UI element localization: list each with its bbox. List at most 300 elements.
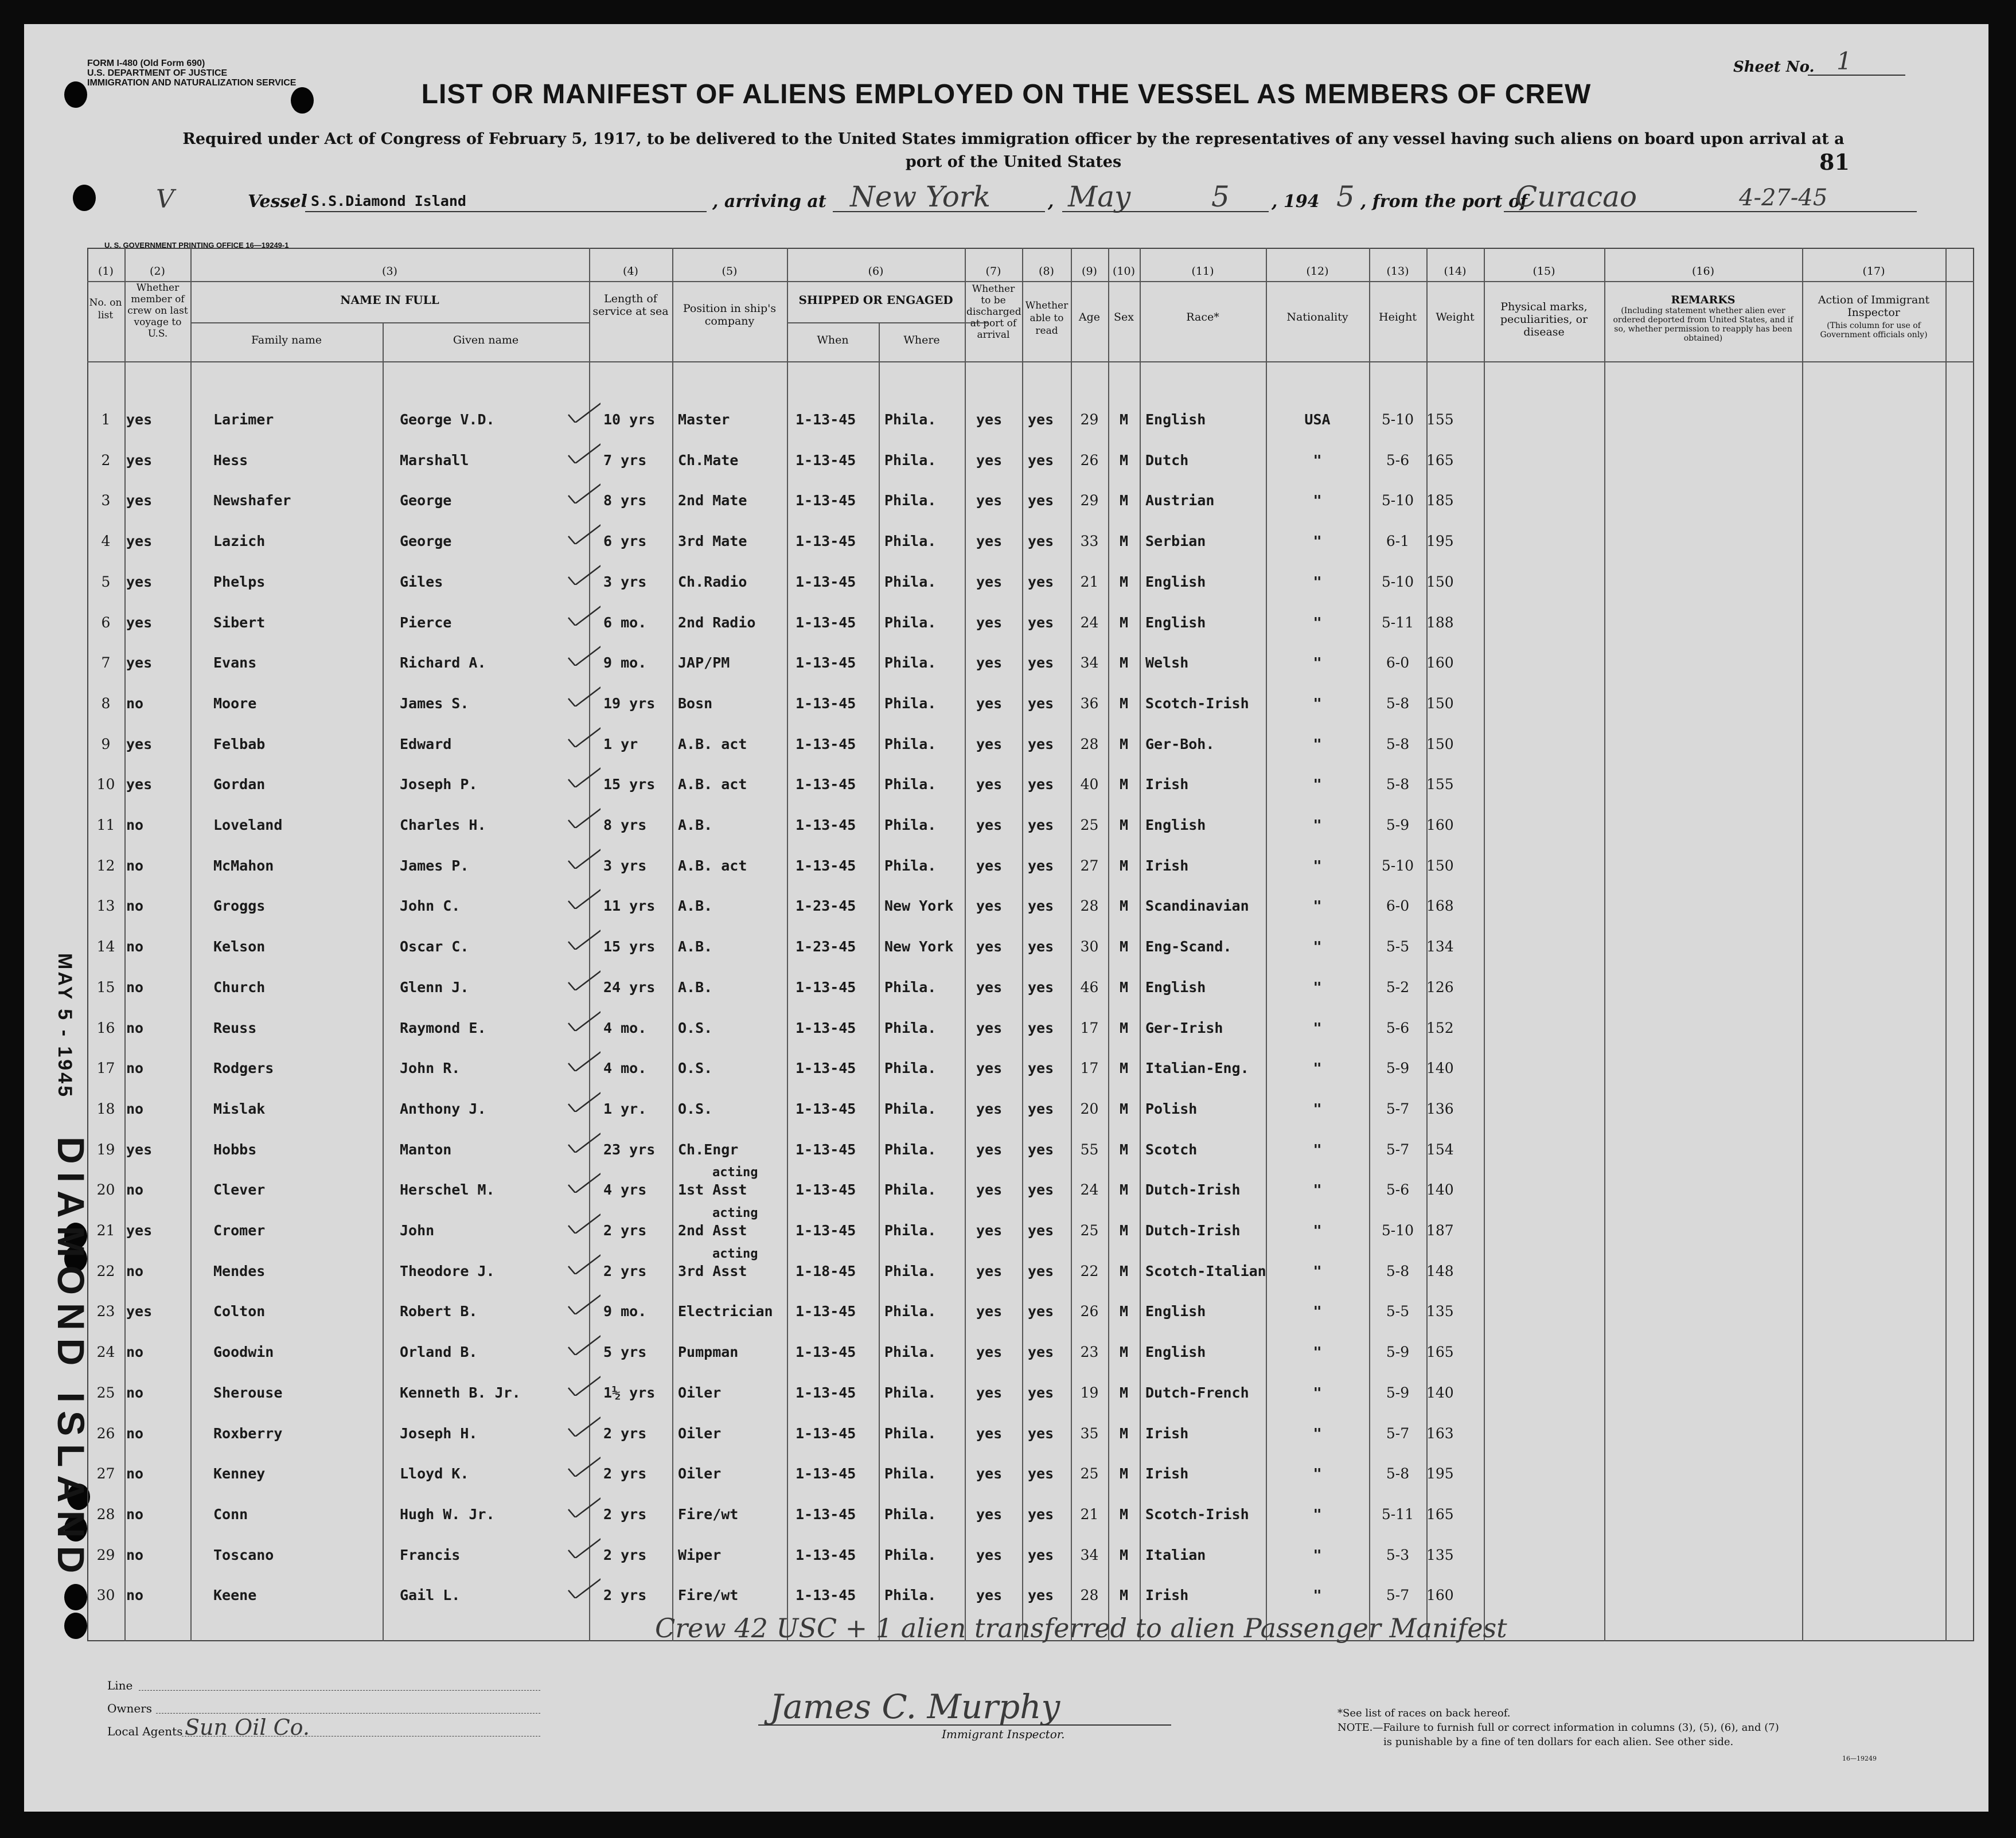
check-mark-icon [566,1371,600,1396]
cell-where: Phila. [884,614,937,631]
cell-age: 26 [1080,451,1099,469]
cell-last: yes [126,1141,153,1158]
cell-family: Cromer [213,1222,266,1239]
col-header: NAME IN FULL [340,293,439,307]
cell-read: yes [1028,1465,1054,1482]
cell-sex: M [1119,1505,1129,1523]
cell-race: Austrian [1145,492,1215,509]
cell-family: Larimer [213,411,274,428]
cell-weight: 165 [1426,1344,1454,1361]
cell-read: yes [1028,573,1054,590]
cell-weight: 195 [1426,1465,1454,1482]
cell-discharged: yes [976,492,1003,509]
cell-family: Moore [213,694,257,712]
table-row [24,805,1988,845]
cell-nationality: " [1313,735,1322,752]
cell-sex: M [1119,411,1129,428]
cell-age: 40 [1080,776,1099,793]
cell-position: A.B. act [678,776,747,793]
cell-height: 5-8 [1386,694,1410,712]
cell-no: 27 [96,1465,115,1482]
cell-race: English [1145,978,1206,996]
cell-race: Italian [1145,1546,1206,1563]
cell-no: 30 [96,1587,115,1604]
cell-when: 1-13-45 [796,1303,856,1320]
cell-last: no [126,1262,144,1279]
check-mark-icon [566,438,600,463]
cell-age: 30 [1080,938,1099,955]
cell-discharged: yes [976,1060,1003,1077]
cell-given: Richard A. [400,654,486,672]
table-row [24,562,1988,602]
cell-weight: 155 [1426,776,1454,793]
cell-height: 5-6 [1386,1181,1410,1199]
cell-height: 5-10 [1381,411,1414,428]
cell-family: Mislak [213,1100,266,1117]
cell-nationality: " [1313,897,1322,915]
table-row [24,886,1988,926]
shipped-header-rule [787,322,988,323]
cell-when: 1-18-45 [796,1262,856,1279]
punch-hole [64,1613,87,1639]
cell-age: 28 [1080,1587,1099,1604]
cell-nationality: " [1313,1425,1322,1442]
table-row [24,967,1988,1008]
cell-position: Ch.Radio [678,573,747,590]
cell-nationality: " [1313,1344,1322,1361]
cell-family: Newshafer [213,492,291,509]
cell-sex: M [1119,451,1129,469]
cell-no: 25 [96,1384,115,1401]
col-number: (7) [985,265,1001,278]
form-id-line: FORM I-480 (Old Form 690) [87,58,205,68]
cell-age: 34 [1080,654,1099,672]
cell-family: Church [213,978,266,996]
check-mark-icon [566,1451,600,1477]
cell-age: 24 [1080,614,1099,631]
cell-last: no [126,1465,144,1482]
check-mark-icon [566,803,600,828]
cell-where: Phila. [884,1465,937,1482]
cell-given: Oscar C. [400,938,469,955]
date-underline [1062,211,1269,212]
cell-no: 19 [96,1141,115,1158]
cell-weight: 140 [1426,1060,1454,1077]
cell-height: 6-1 [1386,533,1410,550]
check-mark-icon [566,1533,600,1558]
cell-height: 5-10 [1381,857,1414,874]
cell-no: 9 [101,735,111,752]
cell-when: 1-13-45 [796,1546,856,1563]
cell-position: A.B. act [678,857,747,874]
cell-where: New York [884,897,954,915]
cell-last: yes [126,776,153,793]
cell-position: Pumpman [678,1344,739,1361]
cell-when: 1-13-45 [796,573,856,590]
cell-sex: M [1119,1425,1129,1442]
cell-nationality: " [1313,451,1322,469]
cell-when: 1-13-45 [796,694,856,712]
cell-age: 25 [1080,1465,1099,1482]
cell-no: 14 [96,938,115,955]
cell-family: Phelps [213,573,266,590]
cell-sex: M [1119,1141,1129,1158]
cell-discharged: yes [976,817,1003,833]
cell-nationality: " [1313,1222,1322,1239]
agents-value: Sun Oil Co. [185,1715,310,1740]
cell-race: English [1145,1344,1206,1361]
arrival-month: May [1068,180,1131,213]
cell-where: Phila. [884,1100,937,1117]
cell-height: 5-5 [1386,938,1410,955]
cell-race: Welsh [1145,654,1189,672]
check-mark-icon [566,1492,600,1517]
cell-discharged: yes [976,776,1003,793]
col-header: No. on list [89,297,122,321]
cell-nationality: " [1313,1141,1322,1158]
cell-read: yes [1028,897,1054,915]
cell-sex: M [1119,1181,1129,1199]
cell-when: 1-13-45 [796,1181,856,1199]
table-row [24,1165,1988,1210]
cell-read: yes [1028,614,1054,631]
cell-where: Phila. [884,492,937,509]
sheet-underline [1808,75,1905,76]
check-mark-icon [566,1573,600,1598]
inspector-signature: James C. Murphy [770,1687,1060,1726]
cell-nationality: " [1313,1019,1322,1036]
cell-discharged: yes [976,1425,1003,1442]
cell-nationality: " [1313,1060,1322,1077]
cell-sex: M [1119,776,1129,793]
cell-where: New York [884,938,954,955]
subtitle: port of the United States [905,153,1122,171]
cell-position: Oiler [678,1384,722,1401]
check-mark-icon [566,924,600,950]
cell-no: 22 [96,1262,115,1279]
col-number: (5) [722,265,738,278]
cell-weight: 187 [1426,1222,1454,1239]
cell-no: 5 [101,573,111,590]
cell-given: Hugh W. Jr. [400,1505,495,1523]
col-header: Age [1078,311,1101,323]
table-row [24,643,1988,683]
cell-last: no [126,1060,144,1077]
table-row [24,481,1988,521]
cell-service: 1 yr. [603,1100,647,1117]
cell-height: 5-6 [1386,1019,1410,1036]
cell-discharged: yes [976,897,1003,915]
cell-service: 2 yrs [603,1262,647,1279]
check-mark-icon [566,600,600,626]
cell-nationality: " [1313,614,1322,631]
cell-race: Irish [1145,1425,1189,1442]
cell-weight: 168 [1426,897,1454,915]
cell-sex: M [1119,1100,1129,1117]
cell-read: yes [1028,1100,1054,1117]
cell-weight: 163 [1426,1425,1454,1442]
cell-family: Goodwin [213,1344,274,1361]
cell-no: 11 [96,817,115,833]
cell-discharged: yes [976,1465,1003,1482]
cell-discharged: yes [976,451,1003,469]
cell-nationality: " [1313,1546,1322,1563]
cell-given: Herschel M. [400,1181,495,1199]
line-field [139,1690,540,1691]
cell-where: Phila. [884,776,937,793]
cell-position: Master [678,411,730,428]
cell-when: 1-13-45 [796,1465,856,1482]
handwritten-note: Crew 42 USC + 1 alien transferred to alien Passenger Manifest [655,1613,1507,1644]
cell-no: 28 [96,1505,115,1523]
col-number: (10) [1112,265,1135,278]
col-header: Whether member of crew on last voyage to U.S. [127,282,188,339]
cell-when: 1-13-45 [796,1222,856,1239]
cell-height: 5-7 [1386,1587,1410,1604]
cell-no: 21 [96,1222,115,1239]
cell-weight: 152 [1426,1019,1454,1036]
cell-where: Phila. [884,1505,937,1523]
cell-position: Electrician [678,1303,773,1320]
cell-service: 2 yrs [603,1505,647,1523]
cell-service: 4 mo. [603,1019,647,1036]
cell-sex: M [1119,817,1129,833]
cell-height: 5-5 [1386,1303,1410,1320]
cell-when: 1-13-45 [796,411,856,428]
check-mark-icon [566,397,600,423]
cell-weight: 154 [1426,1141,1454,1158]
cell-given: Charles H. [400,817,486,833]
cell-no: 3 [101,492,111,509]
check-mark-icon [566,478,600,504]
cell-read: yes [1028,1425,1054,1442]
cell-age: 27 [1080,857,1099,874]
cell-weight: 165 [1426,451,1454,469]
cell-nationality: " [1313,694,1322,712]
cell-race: Polish [1145,1100,1198,1117]
cell-position: Wiper [678,1546,722,1563]
cell-race: Irish [1145,1465,1189,1482]
cell-where: Phila. [884,573,937,590]
cell-given: Theodore J. [400,1262,495,1279]
cell-when: 1-13-45 [796,614,856,631]
cell-when: 1-13-45 [796,735,856,752]
cell-weight: 150 [1426,573,1454,590]
cell-discharged: yes [976,573,1003,590]
col-header: Race* [1186,311,1219,323]
cell-height: 5-8 [1386,776,1410,793]
check-mark-icon [566,844,600,869]
cell-discharged: yes [976,654,1003,672]
check-mark-icon [566,681,600,707]
col-header: Action of Immigrant Inspector [1818,294,1930,319]
cell-service: 3 yrs [603,857,647,874]
cell-family: Colton [213,1303,266,1320]
cell-height: 6-0 [1386,897,1410,915]
penalty-note: is punishable by a fine of ten dollars for each alien. See other side. [1383,1736,1734,1748]
cell-discharged: yes [976,735,1003,752]
cell-position: 2nd Mate [678,492,747,509]
cell-family: Conn [213,1505,248,1523]
cell-race: Dutch-Irish [1145,1181,1241,1199]
cell-service: 6 mo. [603,614,647,631]
cell-weight: 148 [1426,1262,1454,1279]
col-subheader: Given name [453,334,519,346]
cell-position: 3rd Mate [678,533,747,550]
cell-sex: M [1119,492,1129,509]
cell-discharged: yes [976,1019,1003,1036]
table-row [24,1291,1988,1332]
cell-discharged: yes [976,1303,1003,1320]
cell-position: A.B. act [678,735,747,752]
check-mark-icon [566,641,600,666]
cell-last: no [126,1100,144,1117]
cell-nationality: " [1313,492,1322,509]
cell-when: 1-13-45 [796,1384,856,1401]
cell-position: Bosn [678,694,713,712]
cell-last: no [126,694,144,712]
col-number: (11) [1191,265,1214,278]
cell-age: 33 [1080,533,1099,550]
form-id-line: IMMIGRATION AND NATURALIZATION SERVICE [87,78,297,88]
cell-age: 35 [1080,1425,1099,1442]
cell-weight: 185 [1426,492,1454,509]
cell-height: 5-9 [1386,817,1410,833]
cell-read: yes [1028,1222,1054,1239]
cell-given: Joseph H. [400,1425,478,1442]
cell-read: yes [1028,1181,1054,1199]
col-number: (13) [1386,265,1409,278]
cell-age: 28 [1080,735,1099,752]
cell-no: 29 [96,1546,115,1563]
col-subheader: When [817,334,849,346]
cell-height: 5-9 [1386,1060,1410,1077]
table-row [24,603,1988,643]
table-row [24,846,1988,886]
cell-when: 1-13-45 [796,1060,856,1077]
cell-sex: M [1119,1303,1129,1320]
table-row [24,1454,1988,1494]
cell-where: Phila. [884,1546,937,1563]
cell-when: 1-13-45 [796,654,856,672]
cell-weight: 134 [1426,938,1454,955]
cell-position: A.B. [678,978,713,996]
cell-service: 15 yrs [603,776,656,793]
vessel-initials: V [156,185,174,214]
cell-no: 2 [101,451,111,469]
cell-service: 5 yrs [603,1344,647,1361]
cell-family: Hess [213,451,248,469]
table-row [24,684,1988,724]
races-note: *See list of races on back hereof. [1337,1707,1511,1719]
table-row [24,521,1988,561]
cell-height: 5-9 [1386,1384,1410,1401]
cell-race: Dutch [1145,451,1189,469]
cell-sex: M [1119,1546,1129,1563]
cell-family: Toscano [213,1546,274,1563]
cell-no: 8 [101,694,111,712]
check-mark-icon [566,1289,600,1314]
cell-discharged: yes [976,533,1003,550]
signature-line [758,1724,1171,1726]
cell-sex: M [1119,857,1129,874]
cell-read: yes [1028,654,1054,672]
cell-no: 17 [96,1060,115,1077]
cell-read: yes [1028,857,1054,874]
col-number: (2) [150,265,165,278]
cell-where: Phila. [884,694,937,712]
table-row [24,1575,1988,1615]
cell-read: yes [1028,1019,1054,1036]
cell-where: Phila. [884,1060,937,1077]
cell-position: 2nd Asst [678,1222,747,1239]
cell-last: yes [126,492,153,509]
cell-read: yes [1028,1060,1054,1077]
printing-office: U. S. GOVERNMENT PRINTING OFFICE 16—19249-1 [104,241,289,249]
cell-last: yes [126,1303,153,1320]
cell-height: 5-7 [1386,1425,1410,1442]
cell-last: yes [126,1222,153,1239]
table-row [24,1089,1988,1129]
cell-weight: 135 [1426,1546,1454,1563]
cell-service: 2 yrs [603,1465,647,1482]
cell-discharged: yes [976,411,1003,428]
table-row [24,1414,1988,1454]
owners-label: Owners [107,1702,153,1715]
form-code: 16—19249 [1842,1755,1877,1762]
col-header: Nationality [1286,311,1348,323]
cell-height: 5-10 [1381,573,1414,590]
cell-read: yes [1028,492,1054,509]
cell-race: Ger-Irish [1145,1019,1223,1036]
cell-when: 1-13-45 [796,978,856,996]
cell-position: Ch.Mate [678,451,739,469]
cell-weight: 140 [1426,1384,1454,1401]
cell-nationality: " [1313,938,1322,955]
cell-read: yes [1028,451,1054,469]
cell-height: 5-11 [1381,614,1414,631]
arriving-label: , arriving at [712,192,826,212]
cell-race: English [1145,614,1206,631]
cell-weight: 135 [1426,1303,1454,1320]
cell-last: yes [126,654,153,672]
cell-sex: M [1119,1465,1129,1482]
cell-nationality: " [1313,1181,1322,1199]
cell-given: Marshall [400,451,469,469]
cell-given: James P. [400,857,469,874]
cell-given: Francis [400,1546,461,1563]
col-number: (12) [1306,265,1329,278]
cell-nationality: USA [1304,411,1331,428]
cell-when: 1-13-45 [796,1505,856,1523]
cell-last: no [126,1546,144,1563]
subtitle: Required under Act of Congress of February 5, 1917, to be delivered to the United States immigration officer by the representatives of any vessel having such aliens on board upon arrival at a [182,130,1845,148]
cell-no: 23 [96,1303,115,1320]
cell-family: Kenney [213,1465,266,1482]
cell-discharged: yes [976,1546,1003,1563]
cell-service: 23 yrs [603,1141,656,1158]
cell-weight: 160 [1426,654,1454,672]
col-header: Physical marks, peculiarities, or disease [1500,301,1588,338]
cell-position: A.B. [678,938,713,955]
year-prefix: , 194 [1272,192,1320,212]
cell-family: Groggs [213,897,266,915]
cell-service: 4 mo. [603,1060,647,1077]
table-row [24,1246,1988,1291]
cell-service: 4 yrs [603,1181,647,1199]
cell-height: 5-7 [1386,1100,1410,1117]
cell-weight: 188 [1426,614,1454,631]
